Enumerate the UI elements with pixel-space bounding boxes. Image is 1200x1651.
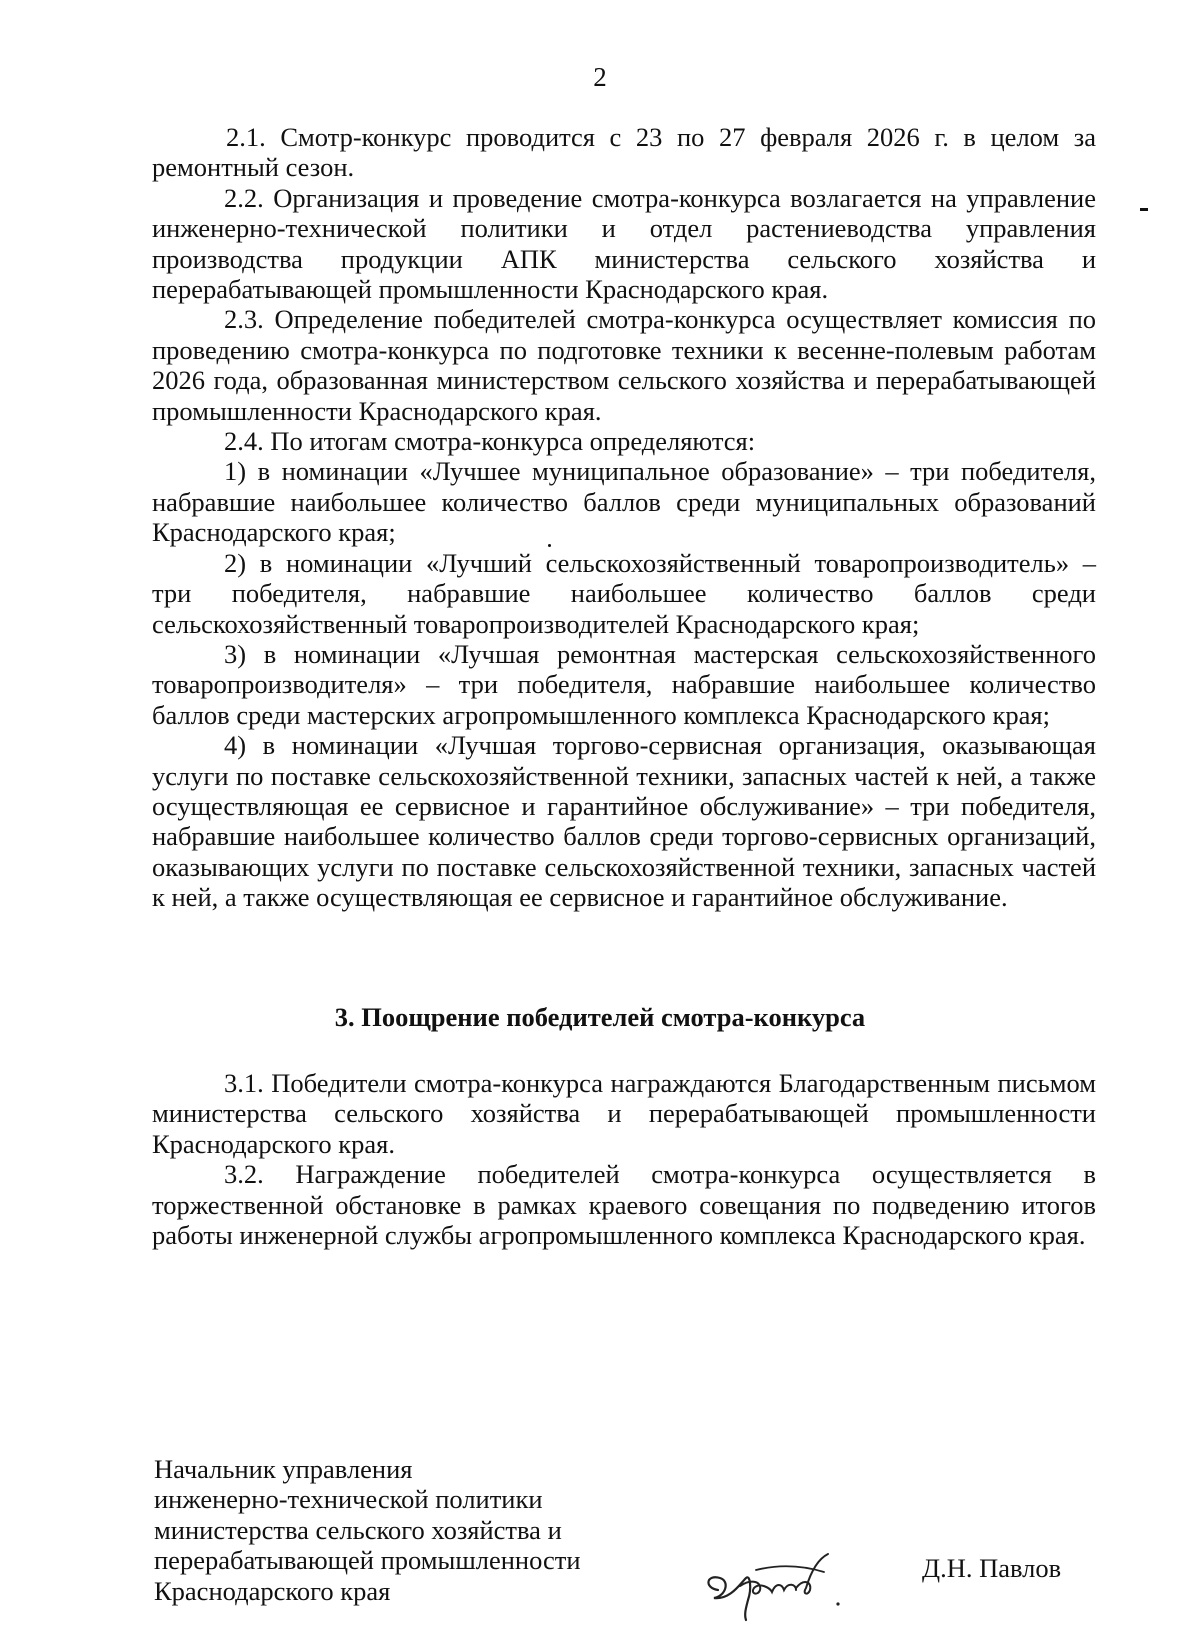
paragraph-2-4: 2.4. По итогам смотра-конкурса определяются: xyxy=(224,426,756,457)
section-3-title: 3. Поощрение победителей смотра-конкурса xyxy=(334,1002,866,1032)
handwritten-signature xyxy=(700,1548,850,1628)
paragraph-3-2: 3.2. Награждение победителей смотра-конкурса осуществляется в торжественной обстановке в рамках краевого совещания по подведению итогов работы инженерной службы агропромышленного комплекса Краснодарского края. xyxy=(152,1159,1096,1251)
signatory-title-line: министерства сельского хозяйства и xyxy=(154,1514,562,1545)
page-number: 2 xyxy=(593,62,607,92)
paragraph-2-1: 2.1. Смотр-конкурс проводится с 23 по 27 февраля 2026 г. в целом за ремонтный сезон. xyxy=(152,122,1096,183)
signatory-title-line: Краснодарского края xyxy=(154,1575,391,1606)
signatory-title-line: перерабатывающей промышленности xyxy=(154,1545,581,1576)
section-3-body xyxy=(152,1068,1096,1250)
margin-mark xyxy=(1140,208,1148,211)
signatory-name: Д.Н. Павлов xyxy=(922,1553,1062,1583)
list-item-1: 1) в номинации «Лучшее муниципальное образование» – три победителя, набравшие наибольшее количество баллов среди муниципальных образований Краснодарского края; xyxy=(152,456,1096,548)
signatory-title-block xyxy=(154,1454,581,1606)
stray-dot xyxy=(548,544,551,547)
list-item-4: 4) в номинации «Лучшая торгово-сервисная организация, оказывающая услуги по поставке сельскохозяйственной техники, запасных частей к ней, а также осуществляющая ее сервисное и гарантийное обслуживание» – три победителя, набравшие наибольшее количество баллов среди торгово-сервисных организаций, оказывающих услуги по поставке сельскохозяйственной техники, запасных частей к ней, а также осуществляющая ее сервисное и гарантийное обслуживание. xyxy=(152,730,1096,913)
paragraph-3-1: 3.1. Победители смотра-конкурса награждаются Благодарственным письмом министерства сельского хозяйства и перерабатывающей промышленности Краснодарского края. xyxy=(152,1068,1096,1159)
paragraph-2-2: 2.2. Организация и проведение смотра-конкурса возлагается на управление инженерно-технической политики и отдел растениеводства управления производства продукции АПК министерства сельского хозяйства и перерабатывающей промышленности Краснодарского края. xyxy=(152,182,1096,305)
paragraph-2-3: 2.3. Определение победителей смотра-конкурса осуществляет комиссия по проведению смотра-конкурса по подготовке техники к весенне-полевым работам 2026 года, образованная министерством сельского хозяйства и перерабатывающей промышленности Краснодарского края. xyxy=(152,304,1096,426)
signatory-title-line: Начальник управления xyxy=(154,1454,413,1484)
signatory-title-line: инженерно-технической политики xyxy=(154,1484,543,1515)
list-item-3: 3) в номинации «Лучшая ремонтная мастерская сельскохозяйственного товаропроизводителя» – три победителя, набравшие наибольшее количество баллов среди мастерских агропромышленного комплекса Краснодарского края; xyxy=(152,638,1096,730)
section-2-body xyxy=(152,122,1096,913)
list-item-2: 2) в номинации «Лучший сельскохозяйственный товаропроизводитель» – три победителя, набравшие наибольшее количество баллов среди сельскохозяйственный товаропроизводителей Краснодарского края; xyxy=(152,547,1096,639)
